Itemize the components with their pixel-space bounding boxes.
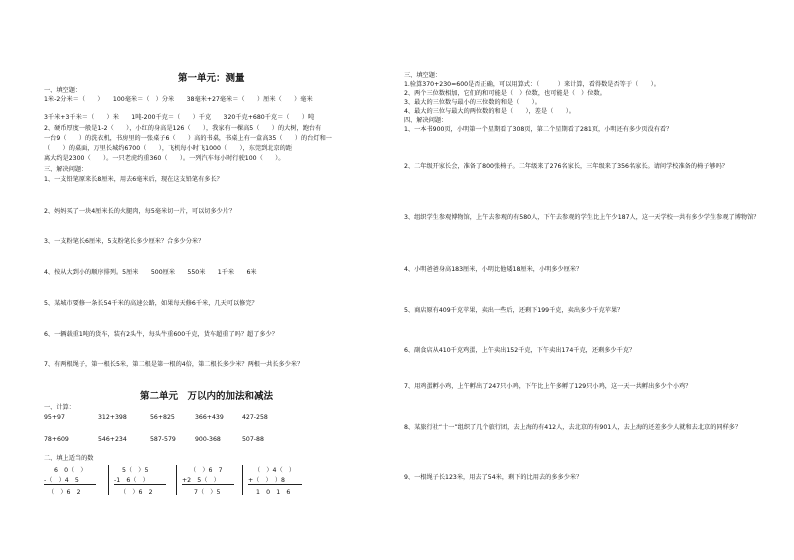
puzzle-3-mid: +2 5（ ） [182,477,220,484]
puzzle-4-rule [248,484,302,485]
digits-heading: 二、填上适当的数 [44,455,94,462]
puzzle-1-top: 6 0（ ） [54,467,87,474]
puzzle-2-mid: -1 6（ ） [114,477,149,484]
problem-4: 4、小明爸爸身高183厘米，小明比他矮18厘米，小明多少厘米？ [404,266,583,273]
calc-item: 900-368 [195,436,221,443]
fill-line-5: （ ）的桌面，万里长城约6700（ ），飞机每小时飞1000（ ），东莞到北京的距 [44,145,293,152]
problem-5: 5、商店原有409千克苹果，卖出一些后，还剩下199千克，卖出多少千克苹果？ [404,307,624,314]
calc-item: 587-579 [150,436,176,443]
puzzle-2-answer: （ ）6 2 [120,489,153,496]
calc-item: 56+825 [150,414,175,421]
fill-line-3: 2、硬币厚度一般是1-2（ ），小红的身高是126（ ），我家有一棵高5（ ）的大树，跑台有 [44,125,322,132]
problem-6: 6、副食店从410千克鸡蛋，上午卖出152千克，下午卖出174千克，还剩多少千克？ [404,347,636,354]
fill-line-1: 1米-2分米＝（ ） 100毫米＝（ ）分米 38毫米+27毫米＝（ ）厘米（ ）毫米 [44,96,313,103]
calc-heading: 一、计算： [44,404,75,411]
unit2-title: 第二单元 万以内的加法和减法 [140,391,274,402]
fill-line-2: 2、两个三位数相加，它们的和可能是（ ）位数，也可能是（ ）位数。 [404,90,606,97]
puzzle-2-rule [114,484,166,485]
problem-7: 7、有两根绳子，第一根长5米，第二根是第一根的4倍，第二根长多少米？两根一共长多少米？ [44,361,304,368]
problem-7: 7、用鸡蛋孵小鸡，上午孵出了247只小鸡，下午比上午多孵了129只小鸡，这一天一共孵出多少个小鸡？ [404,383,692,390]
problem-9: 9、一根绳子长123米，用去了54米，剩下的比用去的多多少米？ [404,474,583,481]
puzzle-2-top: 5（ ）5 [122,467,149,474]
puzzle-4-mid: +（ ） ）8 [248,477,285,484]
problem-2: 2、妈妈买了一块4厘米长的火腿肉，每5毫米切一片，可以切多少片？ [44,208,236,215]
calc-item: 507-88 [242,436,264,443]
problem-4: 4、按从大到小的顺序排列。5厘米 500厘米 550米 1千米 6米 [44,269,257,276]
calc-item: 78+609 [44,436,69,443]
puzzle-divider [176,465,177,495]
calc-item: 546+234 [98,436,127,443]
puzzle-4-answer: 1 0 1 6 [256,489,291,496]
calc-item: 312+398 [98,414,127,421]
puzzle-3-top: （ ）6 7 [190,467,223,474]
problem-2: 2、二年级开家长会，准备了800张椅子。二年级来了276名家长，三年级来了356名家长。请问学校准备的椅子够吗？ [404,163,728,170]
calc-item: 366+439 [195,414,224,421]
puzzle-divider [242,465,243,495]
problem-3: 3、组织学生参观博物馆，上午去参观的有580人，下午去参观的学生比上午少187人，这一天学校一共有多少学生参观了博物馆？ [404,214,760,221]
problem-1: 1、一支铅笔原来长8厘米，用去6毫米后，现在这支铅笔有多长？ [44,176,223,183]
problem-6: 6、一辆载重1吨的货车，装有2头牛，每头牛重600千克，货车超重了吗？超了多少？ [44,331,278,338]
unit1-title: 第一单元：测量 [178,73,245,84]
fill-line-2: 3千米+3千米＝（ ）米 1吨-200千克＝（ ）千克 320千克+680千克＝（ ）吨 [44,114,315,121]
problems-heading: 四、解决问题： [404,117,448,124]
problem-8: 8、某旅行社“十一”组织了几个旅行团，去上海的有412人，去北京的有901人，去上海的还差多少人就和去北京的同样多？ [404,424,742,431]
calc-item: 427-258 [242,414,268,421]
puzzle-3-answer: 7（ ）5 [194,489,221,496]
puzzle-divider [108,465,109,495]
fill-line-6: 离大约是2300（ ）。一只老虎约重360（ ）。一列汽车每小时行驶100（ ）。 [44,155,285,162]
fill-line-4: 4、最大的三位与最大的两位数的和是（ ），差是（ ）。 [404,108,575,115]
fill-heading: 一、填空题： [44,87,82,94]
fill-line-4: 一台9（ ）的洗衣机，书房里的一张桌子6（ ）高的书桌，书桌上有一盒高35（ ）的台灯和一 [44,135,332,142]
problem-3: 3、一支粉笔长6厘米，5支粉笔长多少厘米？合多少分米？ [44,238,205,245]
puzzle-1-rule [44,484,96,485]
problem-5: 5、某城市要修一条长54千米的高速公路，如果每天修6千米，几天可以修完？ [44,300,258,307]
problem-1: 1、一本书900页，小明第一个星期看了308页，第二个星期看了281页，小明还有多少页没有看？ [404,126,673,133]
calc-item: 95+97 [44,414,65,421]
puzzle-1-mid: -（ ）4 5 [44,477,79,484]
puzzle-4-top: （ ）4（ ） [254,467,296,474]
fill-heading: 三、填空题： [404,72,442,79]
fill-line-1: 1.验算370+230=600是否正确，可以用算式：（ ）来计算，看得数是否等于（ ）。 [404,81,660,88]
puzzle-1-answer: （ ）6 2 [48,489,81,496]
problems-heading: 三、解决问题： [44,166,88,173]
fill-line-3: 3、最大的三位数与最小的三位数的和是（ ）。 [404,99,541,106]
puzzle-3-rule [182,484,234,485]
